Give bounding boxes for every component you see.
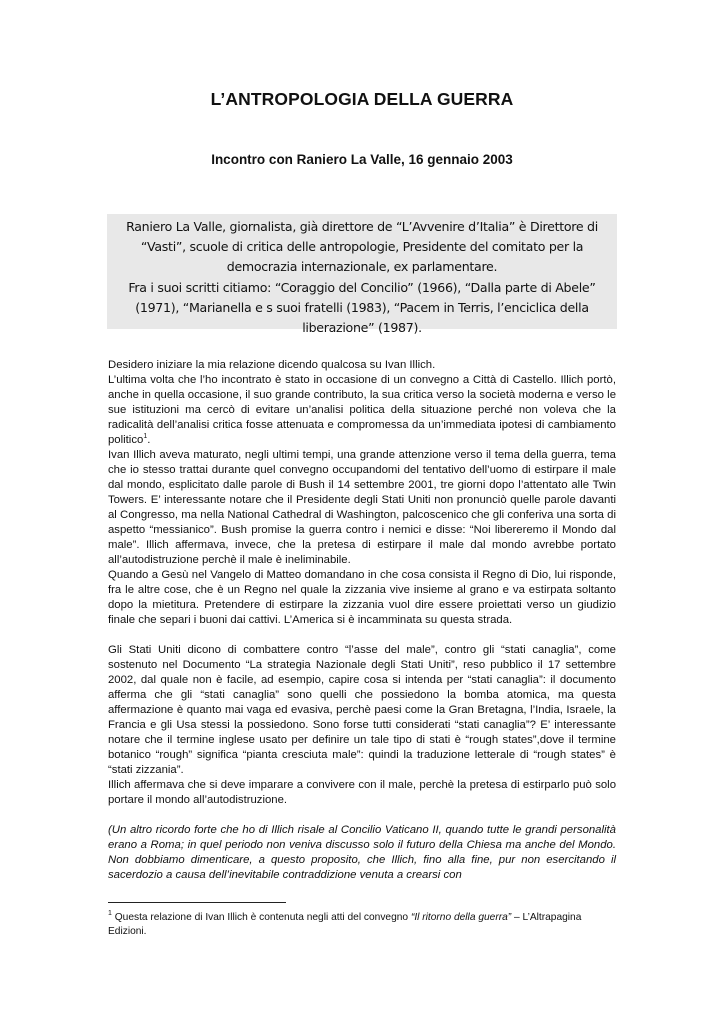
footnote — [108, 911, 616, 939]
body-text — [108, 358, 616, 883]
paragraph-gap — [108, 628, 616, 643]
body-paragraph-italic: (Un altro ricordo forte che ho di Illich risale al Concilio Vaticano II, quando tutte le grandi personalità erano a Roma; in quel periodo non veniva discusso solo il futuro della Chiesa ma anche del Mondo. Non dobbiamo dimenticare, a questo proposito, che Illich, fino alla fine, pur non esercitando il sacerdozio a causa dell’inevitabile contraddizione venuta a crearsi con — [108, 824, 616, 881]
author-bio-box — [107, 214, 617, 336]
body-paragraph: Illich affermava che si deve imparare a convivere con il male, perchè la pretesa di estirparlo può solo portare il mondo all’autodistruzione. — [108, 779, 616, 806]
body-paragraph: Quando a Gesù nel Vangelo di Matteo domandano in che cosa consista il Regno di Dio, lui risponde, fra le altre cose, che è un Regno nel quale la zizzania vive insieme al grano e va estirpata soltanto dopo la mietitura. Pretendere di estirpare la zizzania vuol dire essere proiettati verso un giudizio finale che separi i buoni dai cattivi. L’America si è incamminata su questa strada. — [108, 569, 616, 626]
paragraph-gap — [108, 808, 616, 823]
body-text-span: . — [147, 434, 151, 446]
footnote-text: Questa relazione di Ivan Illich è contenuta negli atti del convegno — [111, 912, 411, 923]
bio-paragraph: Raniero La Valle, giornalista, già direttore de “L’Avvenire d’Italia” è Direttore di “Vasti”, scuole di critica delle antropologie, Presidente del comitato per la democrazia internazionale, ex parlamentare. — [126, 219, 598, 275]
body-paragraph — [108, 373, 616, 448]
body-text-span: L’ultima volta che l’ho incontrato è stato in occasione di un convegno a Città di Castello. Illich portò, anche in quella occasione, il suo grande contributo, la sua critica verso la società moderna e verso le sue istituzioni ma cercò di evitare un’analisi politica della situazione perché non voleva che la radicalità dell’analisi critica fosse attenuata e compromessa da un’immediata ipotesi di cambiamento politico — [108, 374, 616, 446]
footnote-reference[interactable]: 1 — [143, 433, 148, 440]
bio-paragraph: Fra i suoi scritti citiamo: “Coraggio del Concilio” (1966), “Dalla parte di Abele” (1971), “Marianella e s suoi fratelli (1983), “Pacem in Terris, l’enciclica della liberazione” (1987). — [128, 279, 596, 336]
document-subtitle: Incontro con Raniero La Valle, 16 gennaio 2003 — [211, 152, 513, 167]
footnote-italic-title: “Il ritorno della guerra” — [410, 912, 512, 923]
body-paragraph: Ivan Illich aveva maturato, negli ultimi tempi, una grande attenzione verso il tema della guerra, tema che io stesso trattai durante quel convegno occupandomi del tentativo dell’uomo di estirpare il male dal mondo, esplicitato dalle parole di Bush il 14 settembre 2001, tre giorni dopo l’attentato alle Twin Towers. E’ interessante notare che il Presidente degli Stati Uniti non pronunciò quelle parole davanti al Congresso, ma nella National Cathedral di Washington, palcoscenico che gli conferiva una sorta di aspetto “messianico”. Bush promise la guerra contro i nemici e disse: “Noi libereremo il Mondo dal male”. Illich affermava, invece, che la pretesa di estirpare il male dal mondo avrebbe portato all’autodistruzione perchè il male è ineliminabile. — [108, 449, 616, 566]
body-paragraph: Gli Stati Uniti dicono di combattere contro “l’asse del male”, contro gli “stati canaglia”, come sostenuto nel Documento “La strategia Nazionale degli Stati Uniti”, reso pubblico il 17 settembre 2002, dal quale non è facile, ad esempio, capire cosa si intenda per “stati canaglia”: il documento afferma che gli “stati canaglia” sono quelli che possiedono la bomba atomica, ma questa affermazione è quanto mai vaga ed evasiva, perchè paesi come la Gran Bretagna, l’India, Israele, la Francia e gli Usa stessi la possiedono. Sono forse tutti considerati “stati canaglia”? E’ interessante notare che il termine inglese usato per definire un tale tipo di stati è “rough states”,dove il termine botanico “rough” significa “pianta cresciuta male”: quindi la traduzione letterale di “rough states” è “stati zizzania”. — [108, 644, 616, 776]
footnote-text-end: – L’Altrapagina Edizioni. — [108, 912, 582, 937]
document-title: L’ANTROPOLOGIA DELLA GUERRA — [210, 89, 514, 109]
footnote-number: 1 — [108, 910, 112, 917]
footnote-divider — [108, 902, 286, 903]
body-paragraph: Desidero iniziare la mia relazione dicendo qualcosa su Ivan Illich. — [108, 359, 436, 371]
